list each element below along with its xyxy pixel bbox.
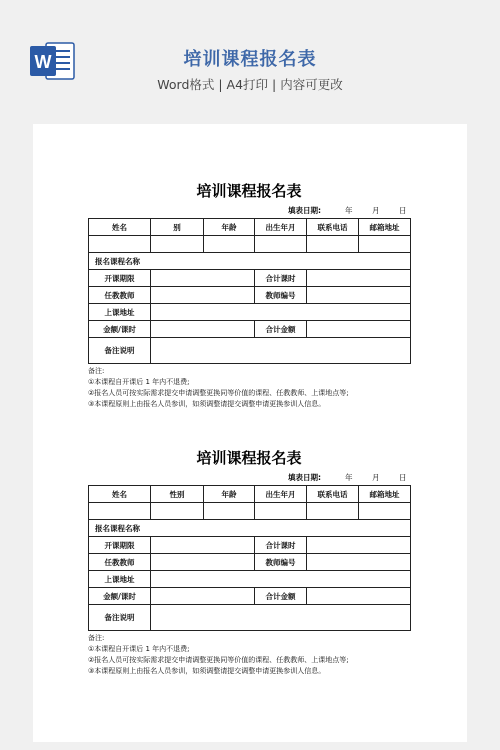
total-amount-label: 合计金额 bbox=[255, 321, 307, 338]
email-cell[interactable] bbox=[359, 236, 411, 253]
note-item: ③本课程原则上由报名人员参训，如须调整请提交调整申请更换参训人信息。 bbox=[88, 667, 326, 675]
date-day: 日 bbox=[399, 206, 407, 215]
date-month: 月 bbox=[372, 206, 380, 215]
header-birth: 出生年月 bbox=[255, 486, 307, 503]
table-row bbox=[89, 520, 411, 537]
word-icon-letter: W bbox=[34, 52, 52, 72]
page-subtitle: Word格式 | A4打印 | 内容可更改 bbox=[157, 77, 343, 92]
date-day: 日 bbox=[399, 473, 407, 482]
teacher-no-label: 教师编号 bbox=[255, 554, 307, 571]
amount-label: 金额/课时 bbox=[89, 588, 151, 605]
course-name-label: 报名课程名称 bbox=[89, 520, 411, 537]
teacher-label: 任教教师 bbox=[89, 287, 151, 304]
table-row bbox=[89, 287, 411, 304]
note-item: ①本课程自开课后 1 年内不退费; bbox=[88, 645, 190, 653]
address-label: 上课地址 bbox=[89, 304, 151, 321]
course-name-label: 报名课程名称 bbox=[89, 253, 411, 270]
note-item: ②报名人员可按实际需求提交申请调整更换同等价值的课程、任教教师、上课地点等; bbox=[88, 656, 349, 664]
table-header-row bbox=[89, 219, 411, 236]
fill-date-label: 填表日期: bbox=[288, 473, 321, 482]
period-label: 开课期限 bbox=[89, 537, 151, 554]
header-email: 邮箱地址 bbox=[359, 486, 411, 503]
notes bbox=[88, 366, 418, 410]
phone-cell[interactable] bbox=[307, 503, 359, 520]
amount-label: 金额/课时 bbox=[89, 321, 151, 338]
header-email: 邮箱地址 bbox=[359, 219, 411, 236]
form-title: 培训课程报名表 bbox=[196, 182, 302, 200]
header-phone: 联系电话 bbox=[307, 486, 359, 503]
name-cell[interactable] bbox=[89, 503, 151, 520]
table-row bbox=[89, 321, 411, 338]
header-name: 姓名 bbox=[89, 219, 151, 236]
table-row bbox=[89, 571, 411, 588]
notes-title: 备注: bbox=[88, 634, 105, 642]
header-age: 年龄 bbox=[204, 486, 255, 503]
teacher-cell[interactable] bbox=[151, 287, 255, 304]
table-row bbox=[89, 537, 411, 554]
name-cell[interactable] bbox=[89, 236, 151, 253]
amount-cell[interactable] bbox=[151, 588, 255, 605]
teacher-no-cell[interactable] bbox=[307, 287, 411, 304]
date-year: 年 bbox=[345, 473, 353, 482]
birth-cell[interactable] bbox=[255, 236, 307, 253]
table-row bbox=[89, 554, 411, 571]
fill-date-label: 填表日期: bbox=[288, 206, 321, 215]
header-birth: 出生年月 bbox=[255, 219, 307, 236]
table-row bbox=[89, 503, 411, 520]
remark-label: 备注说明 bbox=[89, 338, 151, 364]
email-cell[interactable] bbox=[359, 503, 411, 520]
table-row bbox=[89, 338, 411, 364]
phone-cell[interactable] bbox=[307, 236, 359, 253]
total-amount-cell[interactable] bbox=[307, 321, 411, 338]
remark-cell[interactable] bbox=[151, 605, 411, 631]
period-label: 开课期限 bbox=[89, 270, 151, 287]
note-item: ①本课程自开课后 1 年内不退费; bbox=[88, 378, 190, 386]
total-amount-label: 合计金额 bbox=[255, 588, 307, 605]
table-row bbox=[89, 270, 411, 287]
age-cell[interactable] bbox=[204, 503, 255, 520]
page-title: 培训课程报名表 bbox=[183, 49, 317, 70]
gender-cell[interactable] bbox=[151, 503, 204, 520]
amount-cell[interactable] bbox=[151, 321, 255, 338]
notes-title: 备注: bbox=[88, 367, 105, 375]
header-gender: 性别 bbox=[151, 486, 204, 503]
header-gender: 别 bbox=[151, 219, 204, 236]
remark-label: 备注说明 bbox=[89, 605, 151, 631]
total-hours-cell[interactable] bbox=[307, 270, 411, 287]
table-row bbox=[89, 236, 411, 253]
note-item: ③本课程原则上由报名人员参训，如须调整请提交调整申请更换参训人信息。 bbox=[88, 400, 326, 408]
table-row bbox=[89, 253, 411, 270]
notes bbox=[88, 633, 418, 677]
period-cell[interactable] bbox=[151, 537, 255, 554]
header-age: 年龄 bbox=[204, 219, 255, 236]
total-amount-cell[interactable] bbox=[307, 588, 411, 605]
teacher-no-cell[interactable] bbox=[307, 554, 411, 571]
table-row bbox=[89, 304, 411, 321]
table-row bbox=[89, 605, 411, 631]
gender-cell[interactable] bbox=[151, 236, 204, 253]
registration-table bbox=[88, 218, 411, 364]
note-item: ②报名人员可按实际需求提交申请调整更换同等价值的课程、任教教师、上课地点等; bbox=[88, 389, 349, 397]
address-cell[interactable] bbox=[151, 571, 411, 588]
address-label: 上课地址 bbox=[89, 571, 151, 588]
birth-cell[interactable] bbox=[255, 503, 307, 520]
address-cell[interactable] bbox=[151, 304, 411, 321]
form-title: 培训课程报名表 bbox=[196, 449, 302, 467]
teacher-cell[interactable] bbox=[151, 554, 255, 571]
total-hours-label: 合计课时 bbox=[255, 537, 307, 554]
remark-cell[interactable] bbox=[151, 338, 411, 364]
header-name: 姓名 bbox=[89, 486, 151, 503]
total-hours-cell[interactable] bbox=[307, 537, 411, 554]
table-header-row bbox=[89, 486, 411, 503]
teacher-no-label: 教师编号 bbox=[255, 287, 307, 304]
header-phone: 联系电话 bbox=[307, 219, 359, 236]
total-hours-label: 合计课时 bbox=[255, 270, 307, 287]
date-month: 月 bbox=[372, 473, 380, 482]
page-header bbox=[0, 0, 500, 120]
date-year: 年 bbox=[345, 206, 353, 215]
teacher-label: 任教教师 bbox=[89, 554, 151, 571]
period-cell[interactable] bbox=[151, 270, 255, 287]
registration-table bbox=[88, 485, 411, 631]
age-cell[interactable] bbox=[204, 236, 255, 253]
table-row bbox=[89, 588, 411, 605]
